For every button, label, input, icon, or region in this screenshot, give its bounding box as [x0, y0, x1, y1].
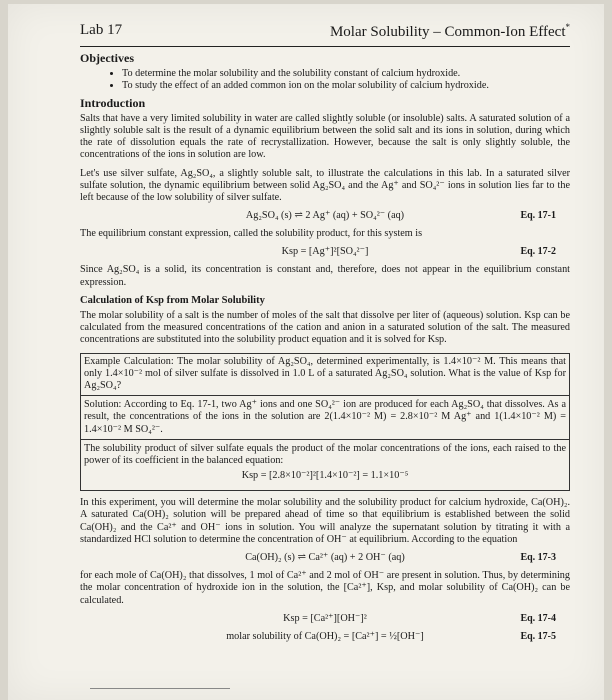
objectives-list — [80, 68, 570, 92]
experiment-paragraph: for each mole of Ca(OH)₂ that dissolves, 1 mol of Ca²⁺ and 2 mol of OH⁻ are present in solution. Thus, by determining the molar concentration of hydroxide ion in the solution, the [Ca²⁺], Ksp, and molar solubility of Ca(OH)₂ can be calculated. — [80, 570, 570, 606]
equation-number: Eq. 17-1 — [520, 210, 556, 222]
objectives-heading: Objectives — [80, 51, 134, 65]
equation: Ca(OH)₂ (s) ⇌ Ca²⁺ (aq) + 2 OH⁻ (aq) — [245, 552, 405, 564]
equation: molar solubility of Ca(OH)₂ = [Ca²⁺] = ½[OH⁻] — [226, 630, 424, 642]
equation: Ag₂SO₄ (s) ⇌ 2 Ag⁺ (aq) + SO₄²⁻ (aq) — [245, 210, 405, 222]
page-title: Molar Solubility – Common-Ion Effect* — [329, 22, 570, 40]
objective-item: • To determine the molar solubility and the solubility constant of calcium hydroxide. — [122, 68, 570, 80]
objective-item: • To study the effect of an added common ion on the molar solubility of calcium hydroxide. — [122, 80, 570, 92]
equation: Ksp = [Ag⁺]²[SO₄²⁻] — [281, 246, 369, 258]
introduction-heading: Introduction — [80, 95, 146, 110]
equation: Ksp = [Ca²⁺][OH⁻]² — [283, 612, 367, 624]
page-header — [80, 20, 570, 47]
example-solution: Solution: According to Eq. 17-1, two Ag⁺ ions and one SO₄²⁻ ion are produced for each Ag₂SO₄ that dissolves. As a result, the concentrations of the ions in the solution are 2(1.4×10⁻² M) = 2.8×10⁻² M Ag⁺ and 1(1.4×10⁻² M) = 1.4×10⁻² M SO₄²⁻. — [84, 399, 566, 435]
example-question: Example Calculation: The molar solubility of Ag₂SO₄, determined experimentally, is 1.4×10⁻² M. This means that only 1.4×10⁻² mol of silver sulfate is dissolved in 1.0 L of a saturated Ag₂SO₄ solution. What is the value of Ksp for Ag₂SO₄? — [84, 355, 566, 392]
calculation-paragraph: The molar solubility of a salt is the number of moles of the salt that dissolve per liter of (aqueous) solution. Ksp can be calculated from the measured concentrations of the cation and anion in a saturated solution of the salt. The measured concentrations are substituted into the solubility product equation and it is solved for Ksp. — [80, 310, 570, 346]
equation-number: Eq. 17-4 — [520, 612, 556, 624]
box-divider — [81, 439, 569, 440]
experiment-paragraph: In this experiment, you will determine the molar solubility and the solubility product for calcium hydroxide, Ca(OH)₂. A saturated Ca(OH)₂ solution will be prepared ahead of time so that equilibrium is established between the solid Ca(OH)₂ and the Ca²⁺ and OH⁻ ions in solution. You will analyze the supernatant solution by titrating it with a standardized HCl solution to determine the concentration of OH⁻ at equilibrium. According to the equation — [80, 497, 570, 545]
example-explanation: The solubility product of silver sulfate equals the product of the molar concentrations of the ions, each raised to the power of its coefficient in the balanced equation: — [84, 442, 566, 467]
example-box — [80, 353, 570, 492]
intro-paragraph: Salts that have a very limited solubility in water are called slightly soluble (or insoluble) salts. A saturated solution of a slightly soluble salt is the result of a dynamic equilibrium between the solid salt and its ions in solution, during which the rate of dissolution equals the rate of recrystallization. However, because the salt is only slightly soluble, the concentrations of the ions in solution are low. — [80, 112, 570, 161]
equation-number: Eq. 17-2 — [520, 246, 556, 258]
equation-row — [80, 613, 570, 627]
equation: Ksp = [2.8×10⁻²]²[1.4×10⁻²] = 1.1×10⁻⁵ — [241, 470, 409, 482]
intro-paragraph: Since Ag₂SO₄ is a solid, its concentration is constant and, therefore, does not appear in the equilibrium constant expression. — [80, 264, 570, 288]
intro-paragraph: Let's use silver sulfate, Ag₂SO₄, a slightly soluble salt, to illustrate the calculations in this lab. In a saturated silver sulfate solution, the dynamic equilibrium between solid Ag₂SO₄ and the Ag⁺ and SO₄²⁻ ions in solution lies far to the left because of the low solubility of silver sulfate. — [80, 167, 570, 204]
equation-row — [80, 246, 570, 260]
equation-row — [80, 631, 570, 645]
equation-number: Eq. 17-3 — [520, 552, 556, 564]
intro-paragraph: The equilibrium constant expression, called the solubility product, for this system is — [80, 228, 423, 240]
box-divider — [81, 395, 569, 396]
equation-row — [84, 470, 566, 484]
calculation-heading: Calculation of Ksp from Molar Solubility — [80, 294, 265, 306]
equation-row — [80, 210, 570, 224]
lab-number: Lab 17 — [80, 22, 123, 38]
equation-row — [80, 552, 570, 566]
footer-rule — [90, 688, 230, 689]
page-content — [80, 52, 570, 649]
equation-number: Eq. 17-5 — [520, 630, 556, 642]
document-page — [8, 4, 604, 700]
